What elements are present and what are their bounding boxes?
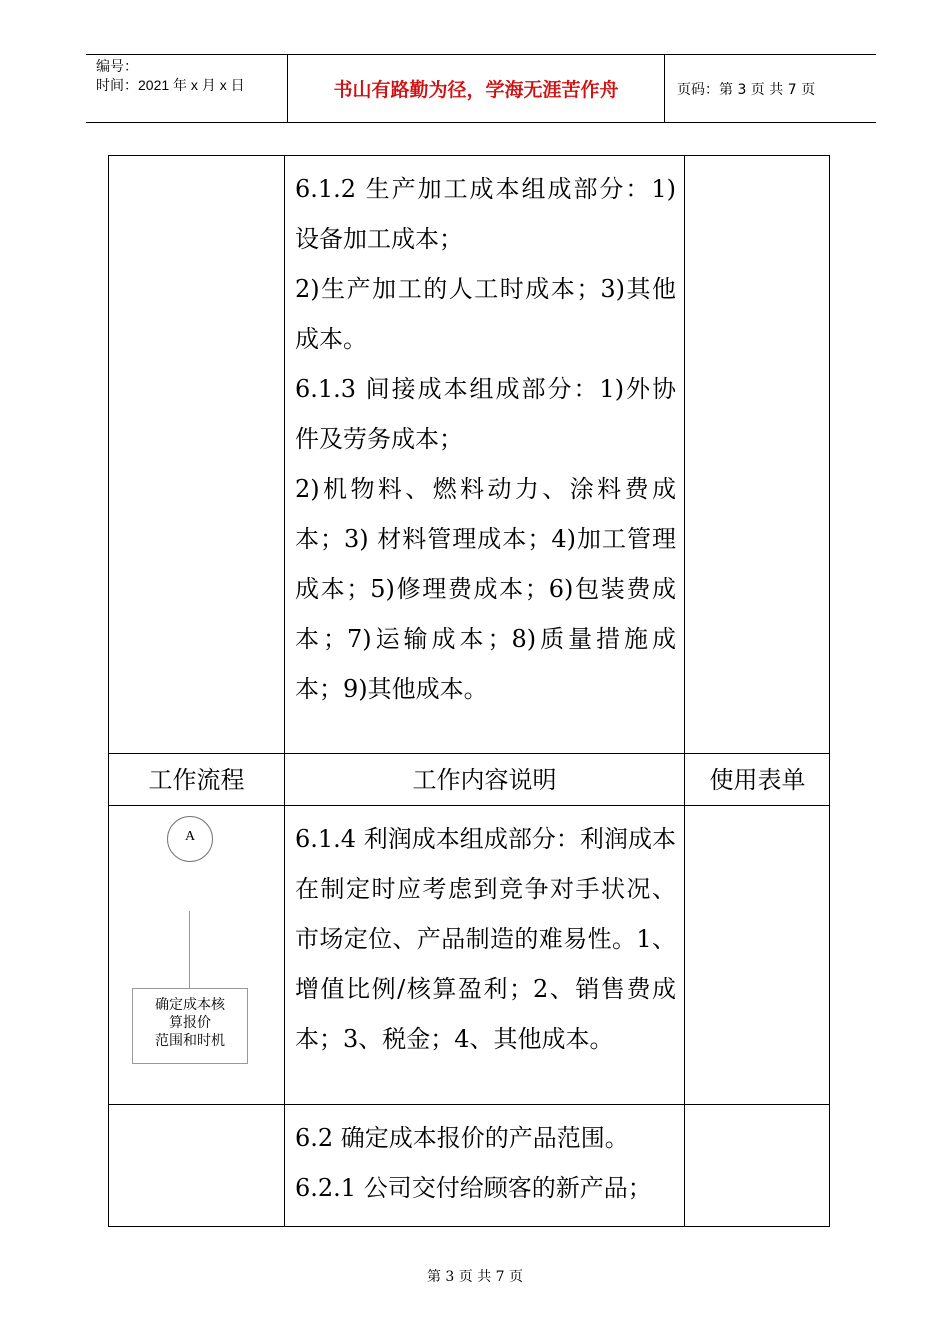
page-footer: 第 3 页 共 7 页 <box>426 1269 524 1285</box>
flow-connector-line <box>189 911 190 988</box>
paragraph: 6.2 确定成本报价的产品范围。 <box>295 1124 629 1152</box>
workflow-table <box>108 155 830 1227</box>
date-label: 时间：2021 年 x 月 x 日 <box>96 77 245 93</box>
paragraph: 6.1.4 利润成本组成部分：利润成本在制定时应考虑到竞争对手状况、市场定位、产品制造的难易性。1、增值比例/核算盈利；2、销售费成本；3、税金；4、其他成本。 <box>295 825 676 1053</box>
column-header-workflow: 工作流程 <box>148 766 245 794</box>
process-box-line: 范围和时机 <box>155 1033 225 1049</box>
page-info: 页码：第 3 页 共 7 页 <box>677 82 816 98</box>
row2-content <box>285 806 684 1104</box>
paragraph: 6.1.2 生产加工成本组成部分：1)设备加工成本； <box>295 175 676 253</box>
header-left <box>86 55 287 122</box>
paragraph: 6.2.1 公司交付给顾客的新产品； <box>295 1174 652 1202</box>
column-header-forms: 使用表单 <box>709 766 806 794</box>
paragraph: 2)机物料、燃料动力、涂料费成本；3) 材料管理成本；4)加工管理成本；5)修理费成本；6)包装费成本；7)运输成本；8)质量措施成本；9)其他成本。 <box>295 475 676 703</box>
page-header <box>86 54 876 123</box>
paragraph: 2)生产加工的人工时成本；3)其他成本。 <box>295 275 676 353</box>
number-label: 编号： <box>96 58 138 74</box>
column-divider <box>684 156 685 1226</box>
paragraph: 6.1.3 间接成本组成部分：1)外协件及劳务成本； <box>295 375 676 453</box>
row3-content <box>285 1105 684 1227</box>
flow-process-box <box>132 988 248 1064</box>
column-header-description: 工作内容说明 <box>412 766 557 794</box>
row1-content <box>285 156 684 753</box>
process-box-line: 算报价 <box>169 1015 211 1031</box>
flow-connector-circle: A <box>167 816 213 862</box>
process-box-line: 确定成本核 <box>155 997 225 1013</box>
motto: 书山有路勤为径，学海无涯苦作舟 <box>287 55 665 122</box>
